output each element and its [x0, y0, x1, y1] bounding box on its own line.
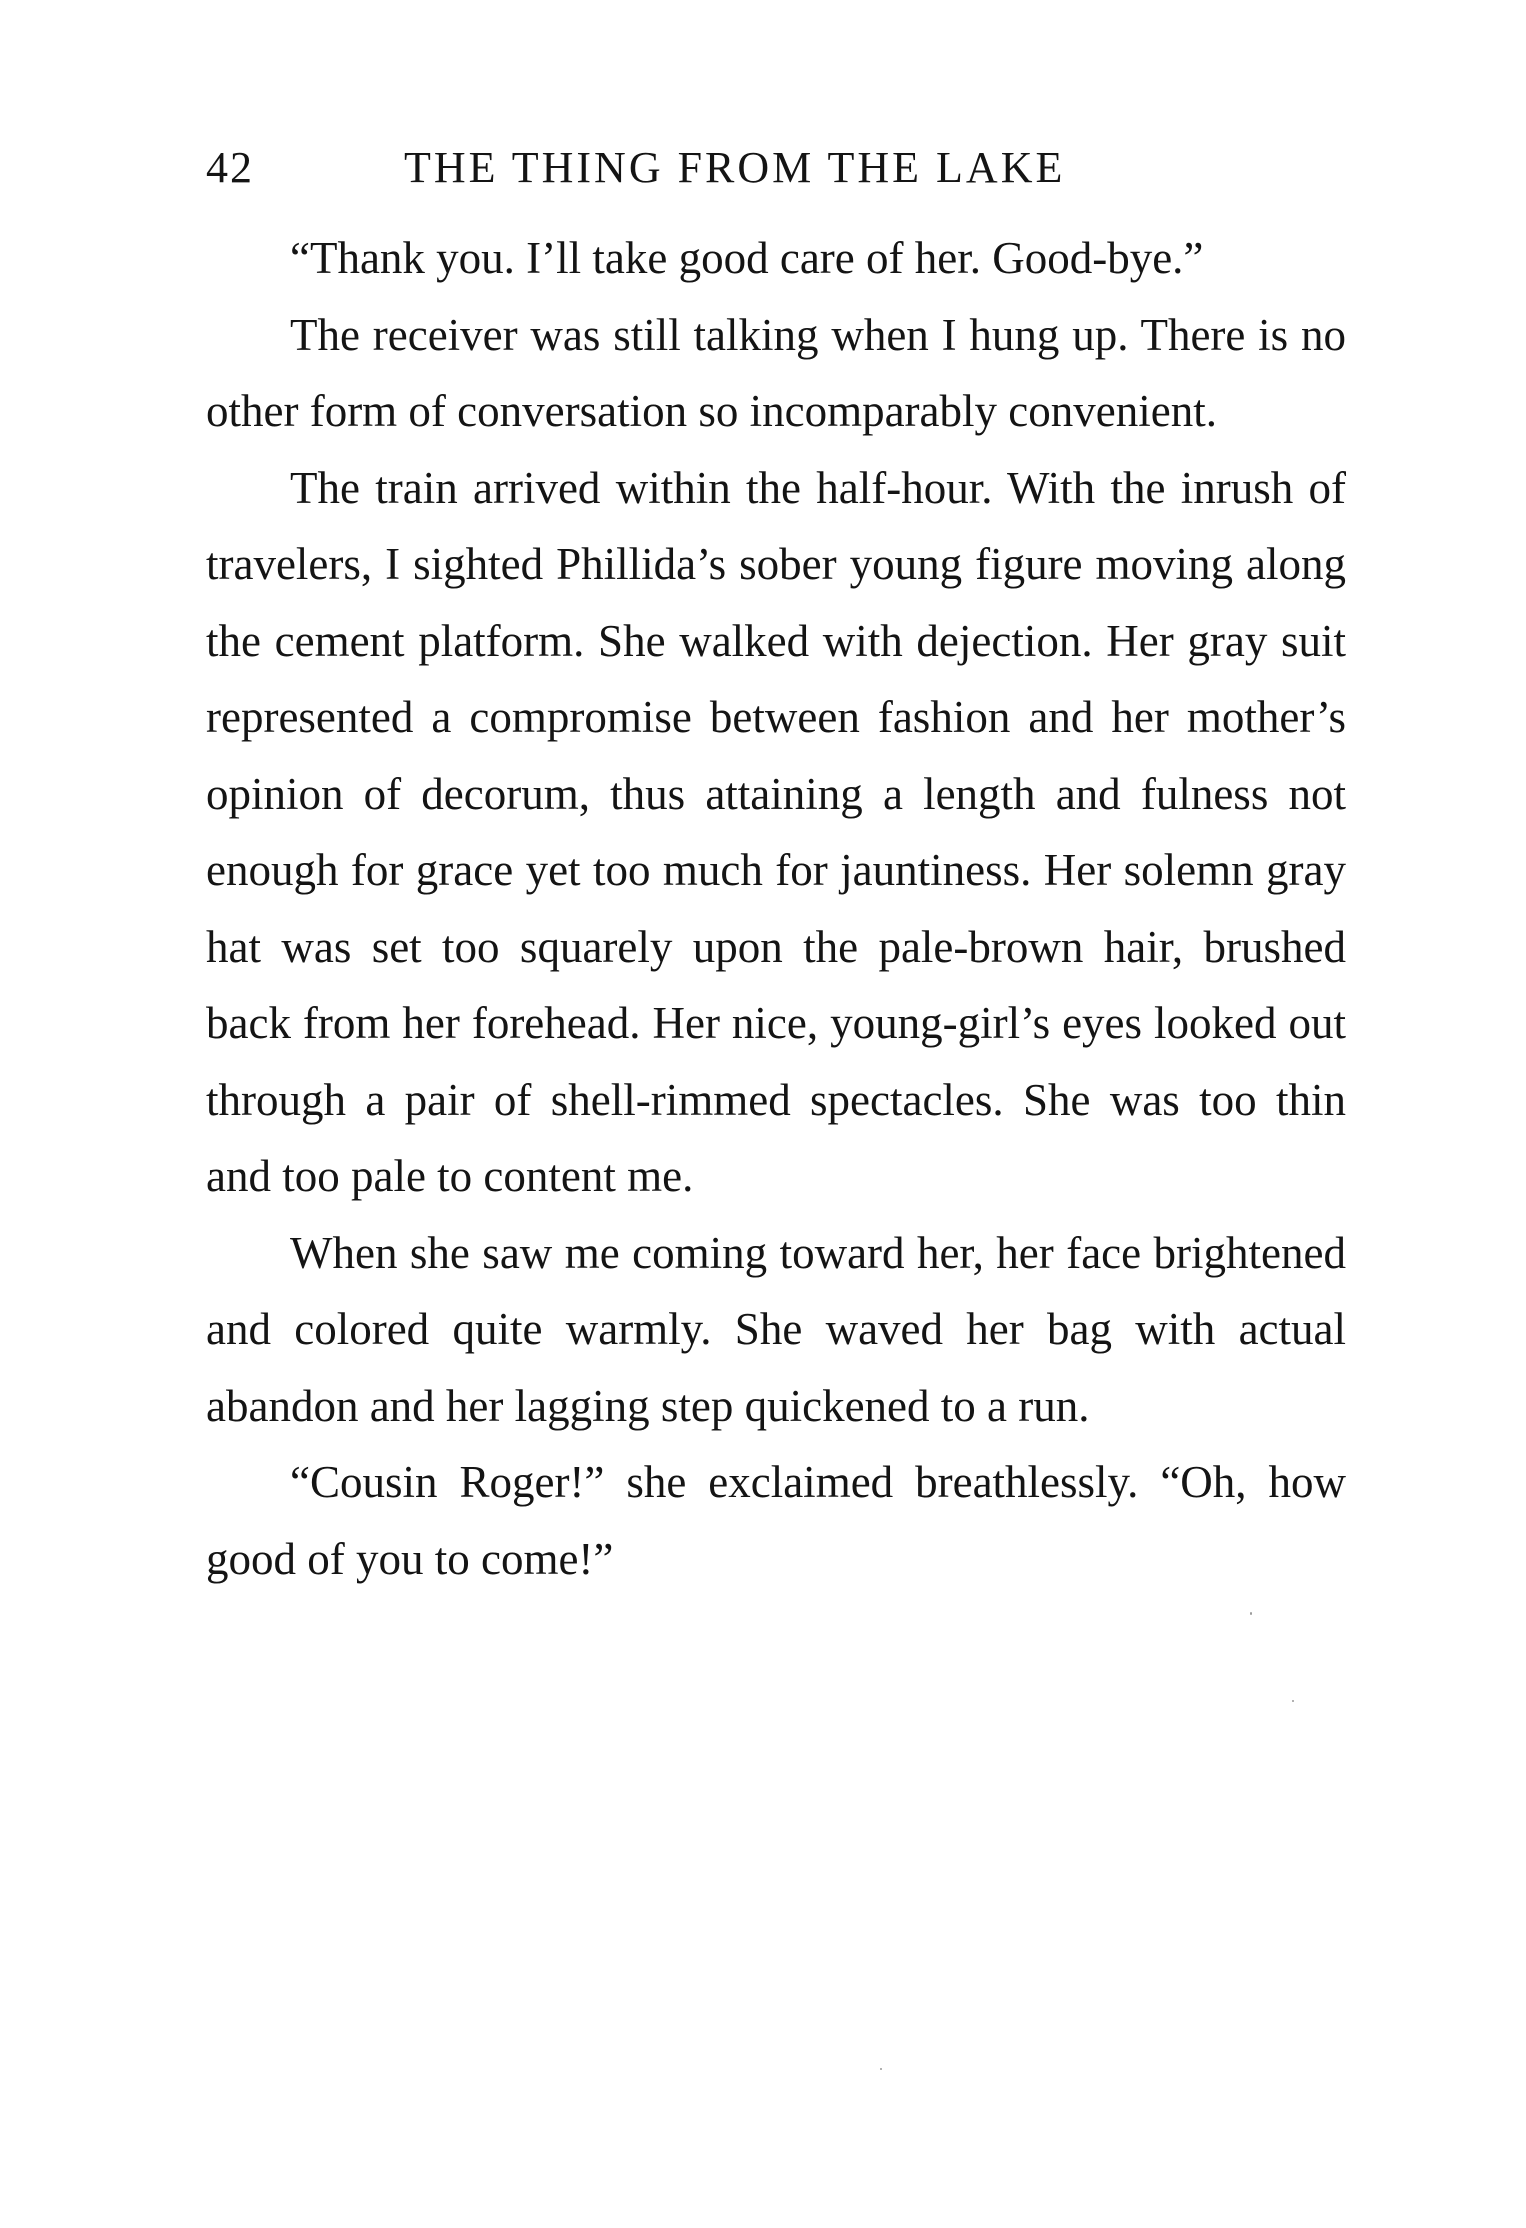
paragraph-cousin-roger: “Cousin Roger!” she exclaimed breathlessly. “Oh, how good of you to come!” — [206, 1457, 1346, 1584]
paragraph-greeting-wave: When she saw me coming toward her, her face brightened and colored quite warmly. She waved her bag with actual abandon and her lagging step quickened to a run. — [206, 1227, 1346, 1431]
running-head — [206, 138, 1346, 198]
page-number: 42 — [206, 143, 254, 192]
paper-speck — [880, 2068, 882, 2070]
paragraph-train-arrival: The train arrived within the half-hour. With the inrush of travelers, I sighted Phillida’s sober young figure moving along the cement platform. She walked with dejection. Her gray suit represented a compromise between fashion and her mother’s opinion of decorum, thus attaining a length and fulness not enough for grace yet too much for jauntiness. Her solemn gray hat was set too squarely upon the pale-brown hair, brushed back from her forehead. Her nice, young-girl’s eyes looked out through a pair of shell-rimmed spectacles. She was too thin and too pale to content me. — [206, 462, 1346, 1201]
running-title: THE THING FROM THE LAKE — [404, 143, 1066, 192]
paper-speck — [1250, 1612, 1252, 1615]
body-text — [206, 220, 1346, 1597]
paragraph-goodbye: “Thank you. I’ll take good care of her. Good-bye.” — [290, 233, 1204, 283]
paragraph-receiver: The receiver was still talking when I hung up. There is no other form of conversation so incomparably convenient. — [206, 309, 1346, 436]
paper-speck — [1292, 1700, 1294, 1702]
